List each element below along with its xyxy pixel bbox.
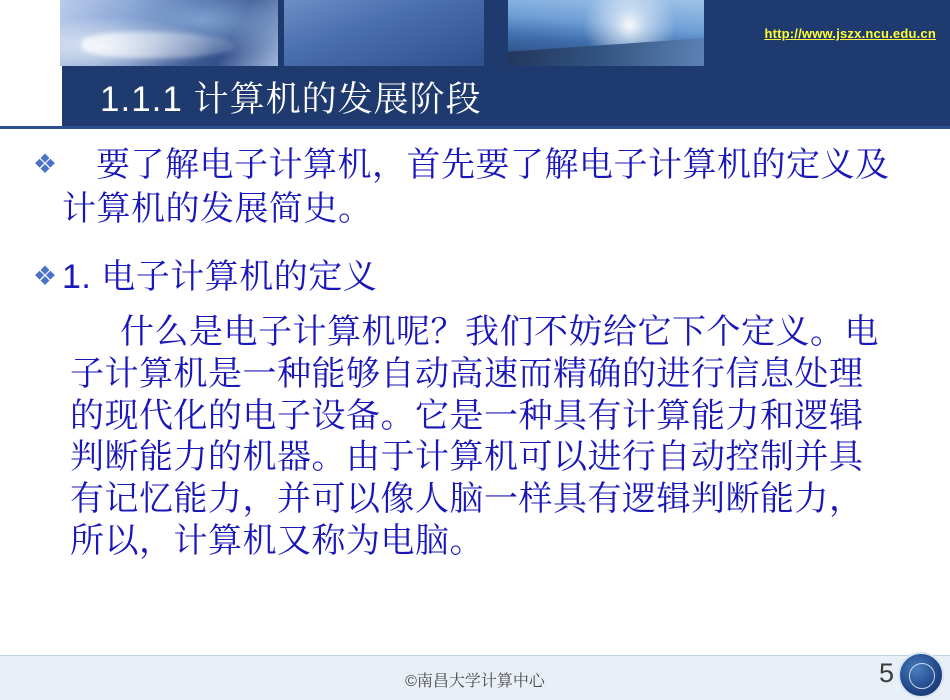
footer-copyright: ©南昌大学计算中心 (405, 673, 545, 690)
diamond-bullet-icon: ❖ (32, 149, 58, 179)
slide-body (0, 136, 950, 656)
paragraph-text-3: 什么是电子计算机呢？我们不妨给它下个定义。电子计算机是一种能够自动高速而精确的进行信息处理的现代化的电子设备。它是一种具有计算能力和逻辑判断能力的机器。由于计算机可以进行自动控制并具有记忆能力，并可以像人脑一样具有逻辑判断能力，所以，计算机又称为电脑。 (70, 313, 879, 561)
footer-bar (0, 655, 950, 700)
bullet-paragraph-2 (28, 256, 908, 300)
page-title: 1.1.1 计算机的发展阶段 (100, 80, 482, 119)
bullet-paragraph-1 (28, 144, 908, 231)
hands-keyboard-image (60, 0, 278, 66)
paragraph-text-2: 1. 电子计算机的定义 (62, 258, 378, 296)
title-underline (0, 126, 950, 129)
paragraph-block-3 (70, 312, 880, 563)
blue-gradient-image (284, 0, 484, 66)
road-horizon-image (508, 0, 704, 66)
banner-left-spacer (0, 0, 60, 66)
header-banner (0, 0, 950, 66)
site-url-link[interactable]: http://www.jszx.ncu.edu.cn (764, 26, 936, 41)
university-seal-logo (898, 652, 944, 698)
paragraph-text-1: 要了解电子计算机，首先要了解电子计算机的定义及计算机的发展简史。 (62, 146, 890, 228)
page-number: 5 (878, 658, 894, 688)
diamond-bullet-icon: ❖ (32, 261, 58, 291)
title-bar (0, 66, 950, 128)
title-bar-left-spacer (0, 66, 62, 128)
